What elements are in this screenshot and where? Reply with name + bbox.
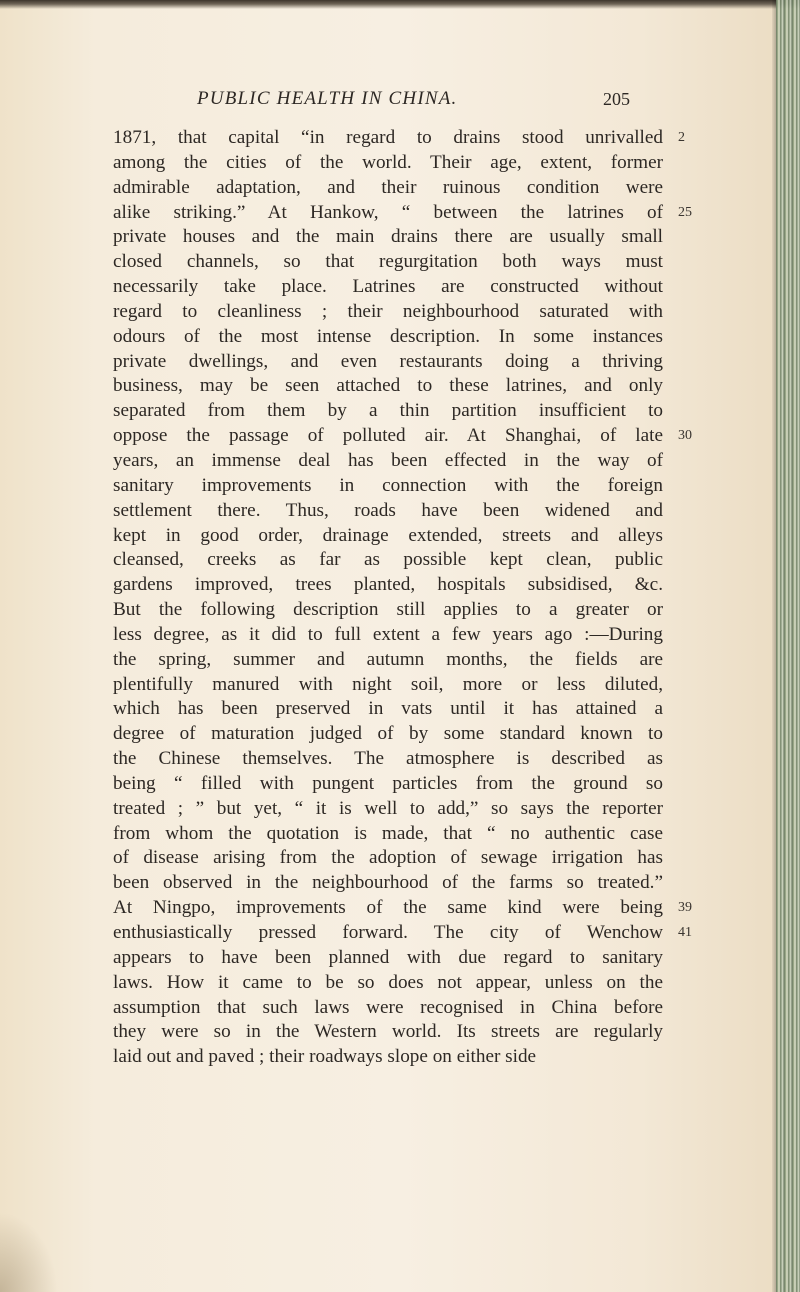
text-line <box>113 524 663 549</box>
line-text: appears to have been planned with due regard to sanitary <box>113 946 663 968</box>
line-text: closed channels, so that regurgitation both ways must <box>113 251 663 273</box>
line-text: sanitary improvements in connection with the foreign <box>113 474 663 496</box>
text-line <box>113 946 663 971</box>
margin-line-number: 41 <box>678 925 692 940</box>
text-line <box>113 697 663 722</box>
bottom-left-shadow <box>0 1212 58 1292</box>
text-line <box>113 797 663 822</box>
line-text: business, may be seen attached to these latrines, and only <box>113 375 663 397</box>
line-text: which has been preserved in vats until it has attained a <box>113 698 663 720</box>
text-line <box>113 896 692 921</box>
text-line <box>113 126 685 151</box>
top-page-shadow <box>0 0 800 9</box>
line-text: But the following description still applies to a greater or <box>113 599 663 621</box>
line-text: laws. How it came to be so does not appear, unless on the <box>113 971 663 993</box>
line-text: less degree, as it did to full extent a few years ago :—During <box>113 623 663 645</box>
line-text: settlement there. Thus, roads have been widened and <box>113 499 663 521</box>
text-line <box>113 747 663 772</box>
text-line <box>113 548 663 573</box>
right-page-edge <box>776 0 800 1292</box>
text-line <box>113 921 692 946</box>
text-line <box>113 673 663 698</box>
text-line <box>113 275 663 300</box>
line-text: the Chinese themselves. The atmosphere is described as <box>113 748 663 770</box>
line-text: cleansed, creeks as far as possible kept clean, public <box>113 549 663 571</box>
page-header <box>180 88 630 120</box>
line-text: the spring, summer and autumn months, the fields are <box>113 648 663 670</box>
text-line <box>113 176 663 201</box>
line-text: At Ningpo, improvements of the same kind were being <box>113 897 663 919</box>
text-line <box>113 151 663 176</box>
running-head: PUBLIC HEALTH IN CHINA. <box>197 88 458 109</box>
text-line <box>113 225 663 250</box>
line-text: kept in good order, drainage extended, streets and alleys <box>113 524 663 546</box>
line-text: alike striking.” At Hankow, “ between the latrines of <box>113 201 663 223</box>
line-text: regard to cleanliness ; their neighbourhood saturated with <box>113 300 663 322</box>
line-text: private houses and the main drains there are usually small <box>113 226 663 248</box>
line-text: 1871, that capital “in regard to drains stood unrivalled <box>113 127 663 148</box>
line-text: treated ; ” but yet, “ it is well to add,” so says the reporter <box>113 797 663 819</box>
text-line <box>113 399 663 424</box>
text-line <box>113 350 663 375</box>
line-text: gardens improved, trees planted, hospitals subsidised, &c. <box>113 574 663 596</box>
line-text: plentifully manured with night soil, more or less diluted, <box>113 673 663 695</box>
text-line <box>113 772 663 797</box>
margin-line-number: 39 <box>678 900 692 916</box>
margin-line-number: 25 <box>678 204 692 220</box>
line-text: oppose the passage of polluted air. At Shanghai, of late <box>113 425 663 447</box>
line-text: years, an immense deal has been effected in the way of <box>113 449 663 471</box>
text-line <box>113 201 692 226</box>
text-line <box>113 449 663 474</box>
text-line <box>113 996 663 1021</box>
line-text: degree of maturation judged of by some standard known to <box>113 723 663 745</box>
text-line <box>113 1020 663 1045</box>
text-line <box>113 325 663 350</box>
line-text: assumption that such laws were recognised in China before <box>113 996 663 1018</box>
margin-line-number: 30 <box>678 428 692 444</box>
text-line <box>113 598 663 623</box>
text-line <box>113 822 663 847</box>
line-text: separated from them by a thin partition insufficient to <box>113 400 663 422</box>
line-text: odours of the most intense description. In some instances <box>113 325 663 347</box>
line-text: admirable adaptation, and their ruinous condition were <box>113 176 663 198</box>
text-line <box>113 424 692 449</box>
line-text: of disease arising from the adoption of sewage irrigation has <box>113 847 663 869</box>
text-line <box>113 871 663 896</box>
text-line <box>113 250 663 275</box>
text-line <box>113 971 663 996</box>
line-text: among the cities of the world. Their age, extent, former <box>113 151 663 173</box>
margin-line-number: 2 <box>678 130 685 145</box>
line-text: laid out and paved ; their roadways slope on either side <box>113 1046 537 1068</box>
line-text: from whom the quotation is made, that “ no authentic case <box>113 822 663 844</box>
line-text: necessarily take place. Latrines are constructed without <box>113 276 663 298</box>
line-text: being “ filled with pungent particles from the ground so <box>113 772 663 794</box>
text-line <box>113 846 663 871</box>
body-text <box>113 126 692 1070</box>
text-line <box>113 648 663 673</box>
line-text: private dwellings, and even restaurants doing a thriving <box>113 350 663 372</box>
text-line <box>113 573 663 598</box>
text-line <box>113 623 663 648</box>
line-text: been observed in the neighbourhood of the farms so treated.” <box>113 872 663 894</box>
page-number: 205 <box>603 89 630 109</box>
line-text: they were so in the Western world. Its streets are regularly <box>113 1021 663 1043</box>
text-line <box>113 1045 663 1070</box>
text-line <box>113 499 663 524</box>
line-text: enthusiastically pressed forward. The city of Wenchow <box>113 922 663 943</box>
text-line <box>113 474 663 499</box>
text-line <box>113 722 663 747</box>
text-line <box>113 300 663 325</box>
text-line <box>113 374 663 399</box>
